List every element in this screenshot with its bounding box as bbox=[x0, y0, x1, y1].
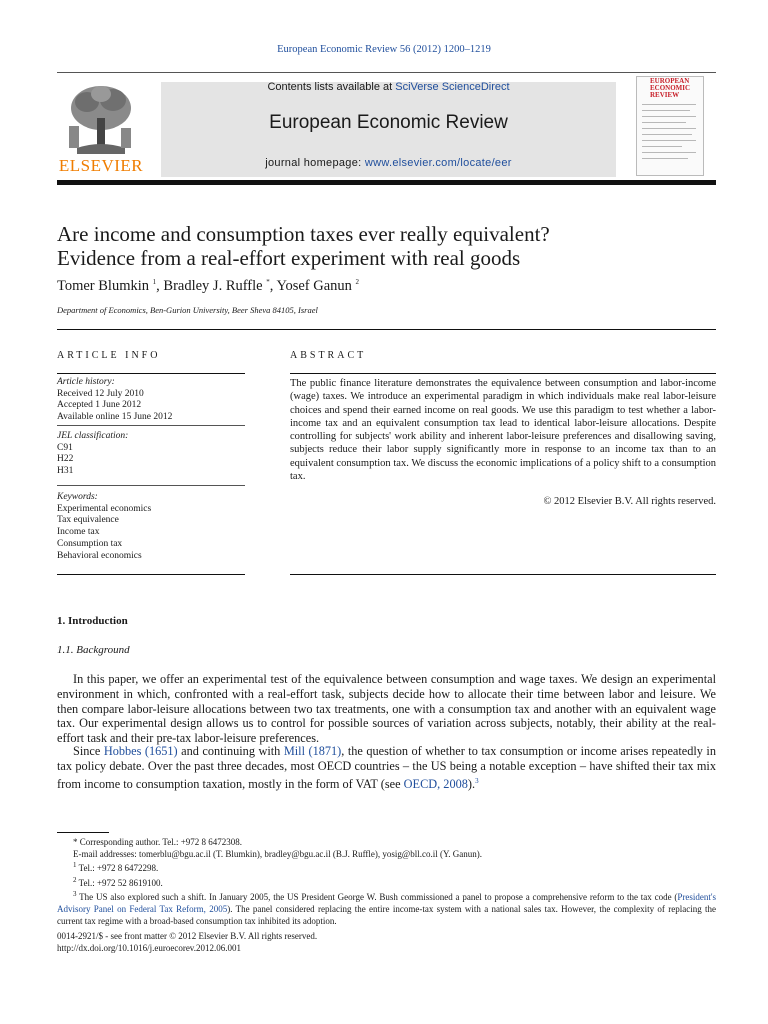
header-top-rule bbox=[57, 72, 716, 73]
article-title bbox=[57, 222, 697, 270]
body-paragraph: In this paper, we offer an experimental test of the equivalence between consumption and wage taxes. We design an experimental environment in which, confronted with a real-effort task, subjects decide how to allocate their time between labor and leisure. We then compare labor-leisure allocations between two tax treatments, one with a consumption tax and another with an equivalent wage tax. Our experimental design allows us to control for possible sources of variation across subjects, notably, their ability at the real-effort task and their pre-tax labor-leisure preferences. bbox=[57, 672, 716, 746]
footnote-emails: E-mail addresses: tomerblu@bgu.ac.il (T. Blumkin), bradley@bgu.ac.il (B.J. Ruffle), yosig@bll.co.il (Y. Ganun). bbox=[73, 848, 483, 859]
footnote-1 bbox=[57, 860, 716, 875]
abstract-text: The public finance literature demonstrates the equivalence between consumption and labor-income (wage) taxes. We introduce an experimental paradigm in which individuals make real labor-leisure choices and spend their earned income on real goods. We use this paradigm to test whether a labor-income tax and an equivalent consumption tax lead to identical labor-leisure allocations. Despite controlling for subjects' work ability and inherent labor-leisure preferences and disallowing saving, subjects reduce their labor supply significantly more in response to an income tax than to an equivalent consumption tax. We discuss the economic implications of a policy shift to a consumption tax. bbox=[290, 378, 716, 483]
jel-code: H31 bbox=[57, 466, 74, 477]
keyword: Consumption tax bbox=[57, 538, 123, 549]
author-name[interactable]: Tomer Blumkin bbox=[57, 278, 150, 294]
abstract-copyright: © 2012 Elsevier B.V. All rights reserved. bbox=[543, 496, 716, 507]
keyword: Experimental economics bbox=[57, 503, 152, 514]
article-info-divider bbox=[57, 425, 245, 426]
article-info-divider bbox=[57, 485, 245, 486]
title-rule bbox=[57, 329, 716, 330]
title-line-2: Evidence from a real-effort experiment with real goods bbox=[57, 246, 521, 270]
footnote-text: ). The panel considered replacing the entire income-tax system with a national sales tax. However, the complexity of replacing the current tax regime with a broad-based consumption tax inhibited its adoption. bbox=[57, 903, 716, 926]
author-footnote-mark[interactable]: * bbox=[266, 278, 270, 287]
keyword: Income tax bbox=[57, 527, 100, 538]
jel-label: JEL classification: bbox=[57, 431, 129, 441]
cover-line bbox=[642, 152, 696, 153]
doi-link[interactable]: http://dx.doi.org/10.1016/j.euroecorev.2012.06.001 bbox=[57, 942, 241, 953]
author-name[interactable]: Yosef Ganun bbox=[276, 278, 352, 294]
online-date: Available online 15 June 2012 bbox=[57, 412, 173, 423]
body-paragraph bbox=[57, 744, 716, 791]
cover-line bbox=[642, 134, 692, 135]
cover-line bbox=[642, 116, 696, 117]
cover-line bbox=[642, 146, 682, 147]
article-info-rule bbox=[57, 373, 245, 374]
footnote-number: 2 bbox=[73, 875, 77, 884]
footnote-corresponding: * Corresponding author. Tel.: +972 8 6472308. bbox=[73, 837, 243, 847]
affiliation: Department of Economics, Ben-Gurion University, Beer Sheva 84105, Israel bbox=[57, 305, 318, 315]
section-heading: 1. Introduction bbox=[57, 615, 128, 627]
received-date: Received 12 July 2010 bbox=[57, 388, 144, 399]
keyword: Behavioral economics bbox=[57, 550, 142, 561]
article-info-heading: ARTICLE INFO bbox=[57, 350, 161, 361]
jel-code: H22 bbox=[57, 454, 74, 465]
article-history bbox=[57, 377, 245, 424]
subsection-heading: 1.1. Background bbox=[57, 644, 130, 656]
jel-code: C91 bbox=[57, 442, 73, 453]
author-name[interactable]: Bradley J. Ruffle bbox=[163, 278, 263, 294]
citation-link[interactable]: President's Advisory Panel on Federal Tax Reform, 2005 bbox=[57, 892, 716, 914]
accepted-date: Accepted 1 June 2012 bbox=[57, 400, 142, 411]
paragraph-text: , the question of whether to tax consumption or income arises repeatedly in tax policy debate. Over the past three decades, most OECD countries – the US being a notable exception – have shifted their tax mix from income to consumption taxation, mostly in the form of VAT (see bbox=[57, 744, 716, 791]
footnote-rule bbox=[57, 832, 109, 833]
cover-line bbox=[642, 140, 696, 141]
jel-classification bbox=[57, 431, 245, 478]
cover-line bbox=[642, 104, 696, 105]
footnote-number: 1 bbox=[73, 861, 77, 870]
citation-link[interactable]: Mill (1871) bbox=[283, 744, 342, 758]
citation-link[interactable]: OECD, 2008 bbox=[403, 776, 468, 791]
citation-link[interactable]: Hobbes (1651) bbox=[103, 744, 178, 758]
journal-title: European Economic Review bbox=[269, 112, 508, 133]
paragraph-text: Since bbox=[73, 744, 104, 758]
abstract-rule bbox=[290, 373, 716, 374]
sciencedirect-link[interactable]: SciVerse ScienceDirect bbox=[395, 81, 510, 93]
elsevier-wordmark: ELSEVIER bbox=[58, 156, 144, 175]
article-info-bottom-rule bbox=[57, 574, 245, 575]
history-label: Article history: bbox=[57, 377, 115, 387]
footnotes bbox=[57, 837, 716, 927]
cover-line bbox=[642, 158, 688, 159]
homepage-link[interactable]: www.elsevier.com/locate/eer bbox=[364, 157, 512, 169]
footnote-2 bbox=[57, 875, 716, 890]
footnote-number: 3 bbox=[73, 890, 77, 899]
footnote-text: Tel.: +972 52 8619100. bbox=[78, 877, 163, 888]
footnote-text: The US also explored such a shift. In January 2005, the US President George W. Bush commissioned a panel to propose a comprehensive reform to the tax code ( bbox=[79, 892, 678, 903]
homepage-prefix: journal homepage: bbox=[265, 157, 365, 169]
footnote-3 bbox=[57, 889, 716, 927]
contents-line bbox=[161, 81, 616, 93]
paragraph-text: and continuing with bbox=[177, 744, 284, 758]
homepage-line bbox=[161, 157, 616, 169]
abstract-bottom-rule bbox=[290, 574, 716, 575]
journal-reference[interactable]: European Economic Review 56 (2012) 1200–1219 bbox=[277, 44, 491, 55]
paragraph-text: ). bbox=[467, 776, 476, 791]
front-matter-line: 0014-2921/$ - see front matter © 2012 Elsevier B.V. All rights reserved. bbox=[57, 931, 318, 941]
author-footnote-mark[interactable]: 2 bbox=[355, 278, 360, 287]
author-footnote-mark[interactable]: 1 bbox=[152, 278, 157, 287]
header-bottom-rule bbox=[57, 180, 716, 185]
keywords-label: Keywords: bbox=[57, 492, 98, 502]
author-list: Tomer Blumkin $^1$, Bradley J. Ruffle *, Yosef Ganun $^2$ bbox=[57, 278, 360, 294]
front-matter bbox=[57, 931, 716, 954]
abstract-heading: ABSTRACT bbox=[290, 350, 367, 361]
title-line-1: Are income and consumption taxes ever really equivalent? bbox=[57, 222, 550, 246]
contents-prefix: Contents lists available at bbox=[267, 81, 396, 93]
cover-line bbox=[642, 128, 696, 129]
keyword: Tax equivalence bbox=[57, 515, 119, 526]
keywords bbox=[57, 492, 245, 562]
cover-title: EUROPEAN ECONOMIC REVIEW bbox=[650, 77, 691, 99]
footnote-mark[interactable]: 3 bbox=[475, 776, 479, 785]
cover-line bbox=[642, 110, 690, 111]
cover-line bbox=[642, 122, 686, 123]
footnote-text: Tel.: +972 8 6472298. bbox=[78, 863, 159, 874]
